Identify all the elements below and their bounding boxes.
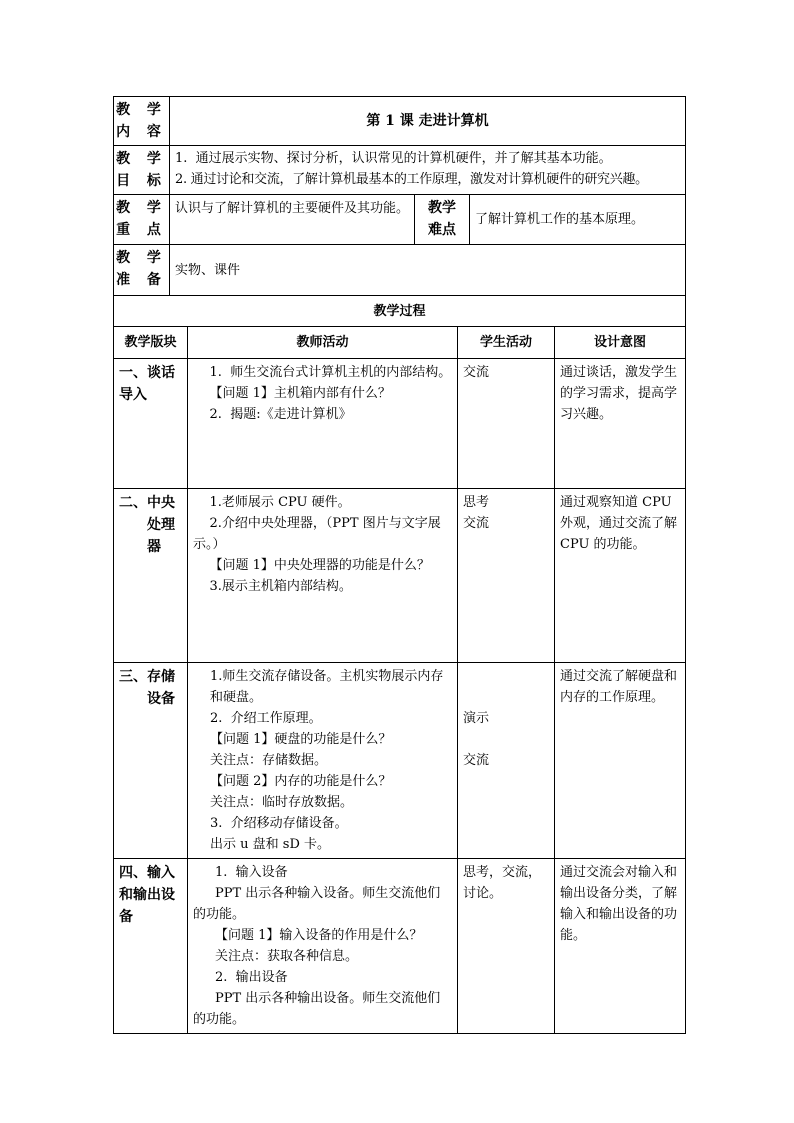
table-row [114,663,686,859]
header-section: 教学版块 [114,327,188,359]
section-name: 四、输入 和输出设 备 [114,859,188,1034]
difficult-label: 教学 难点 [415,195,470,245]
header-intent: 设计意图 [555,327,686,359]
goal-label: 教 学 目 标 [114,146,170,195]
lesson-title: 第 1 课 走进计算机 [170,97,686,146]
key-label: 教 学 重 点 [114,195,170,245]
teacher-activity: 1.师生交流存储设备。主机实物展示内存和硬盘。 2. 介绍工作原理。 【问题 1】硬盘的功能是什么？ 关注点：存储数据。 【问题 2】内存的功能是什么？ 关注点：临时存放数据。 3. 介绍移动存储设备。 出示 u 盘和 sD 卡。 [188,663,458,859]
section-name: 二、中央 处理 器 [114,489,188,663]
design-intent: 通过谈话，激发学生的学习需求，提高学习兴趣。 [555,359,686,489]
teacher-activity: 1. 输入设备 PPT 出示各种输入设备。师生交流他们的功能。 【问题 1】输入设备的作用是什么？ 关注点：获取各种信息。 2. 输出设备 PPT 出示各种输出设备。师生交流他们的功能。 [188,859,458,1034]
difficult-text: 了解计算机工作的基本原理。 [470,195,686,245]
teacher-activity: 1.老师展示 CPU 硬件。 2.介绍中央处理器，（PPT 图片与文字展示。） 【问题 1】中央处理器的功能是什么？ 3.展示主机箱内部结构。 [188,489,458,663]
table-row [114,359,686,489]
section-name: 三、存储 设备 [114,663,188,859]
prep-label: 教 学 准 备 [114,245,170,296]
process-title: 教学过程 [114,296,686,327]
student-activity: 思考，交流，讨论。 [458,859,555,1034]
header-student: 学生活动 [458,327,555,359]
goal-item: 2. 通过讨论和交流，了解计算机最基本的工作原理，激发对计算机硬件的研究兴趣。 [175,172,648,187]
table-row [114,489,686,663]
goal-list [170,146,686,195]
header-teacher: 教师活动 [188,327,458,359]
content-label: 教 学 内 容 [114,97,170,146]
student-activity: 演示 交流 [458,663,555,859]
key-text: 认识与了解计算机的主要硬件及其功能。 [170,195,415,245]
lesson-plan-sheet [113,96,685,1034]
student-activity: 思考 交流 [458,489,555,663]
teaching-process-table [113,295,686,1034]
section-name: 一、谈话 导入 [114,359,188,489]
table-row [114,859,686,1034]
design-intent: 通过观察知道 CPU 外观，通过交流了解 CPU 的功能。 [555,489,686,663]
design-intent: 通过交流了解硬盘和内存的工作原理。 [555,663,686,859]
prep-text: 实物、课件 [170,245,686,296]
teacher-activity: 1. 师生交流台式计算机主机的内部结构。 【问题 1】主机箱内部有什么？ 2. 揭题:《走进计算机》 [188,359,458,489]
student-activity: 交流 [458,359,555,489]
design-intent: 通过交流会对输入和输出设备分类，了解输入和输出设备的功能。 [555,859,686,1034]
goal-item: 1. 通过展示实物、探讨分析，认识常见的计算机硬件，并了解其基本功能。 [175,151,612,166]
lesson-info-table [113,96,686,296]
